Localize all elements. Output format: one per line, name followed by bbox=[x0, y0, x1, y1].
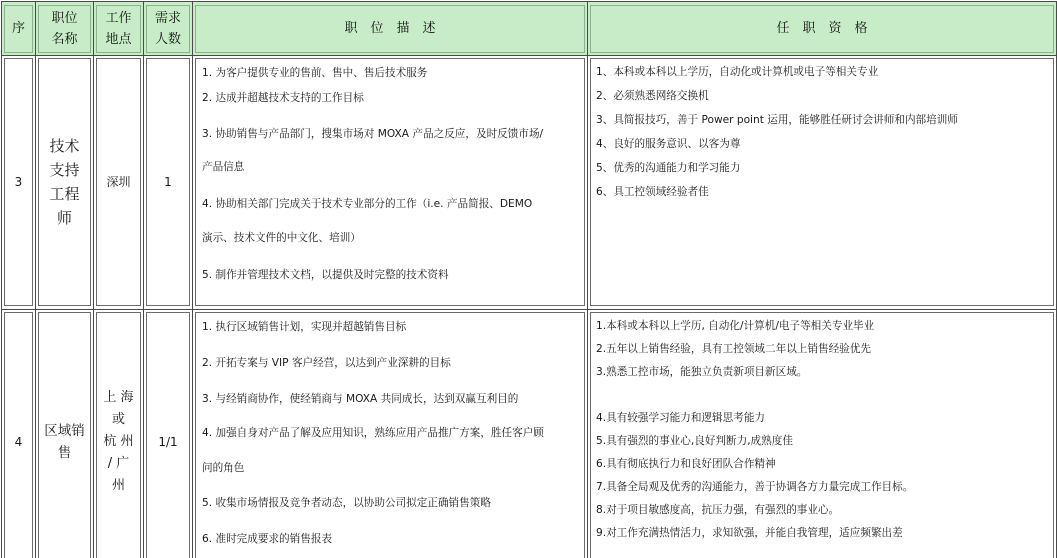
duty-item: 4. 协助相关部门完成关于技术专业部分的工作（i.e. 产品简报、DEMO bbox=[202, 198, 533, 210]
row-seq-cell bbox=[2, 310, 36, 558]
row-count: 1 bbox=[164, 175, 172, 189]
duty-item: 3. 与经销商协作，使经销商与 MOXA 共同成长，达到双赢互利目的 bbox=[202, 393, 519, 405]
qualification-item: 6.具有彻底执行力和良好团队合作精神 bbox=[596, 458, 776, 470]
row-count-cell bbox=[144, 56, 193, 310]
qualification-item: 3.熟悉工控市场，能独立负责新项目新区域。 bbox=[596, 366, 808, 378]
row-title-line: 技术 bbox=[49, 137, 80, 155]
duty-item: 6. 准时完成要求的销售报表 bbox=[202, 533, 333, 545]
header-requirements bbox=[588, 2, 1057, 56]
row-title-line: 支持 bbox=[49, 161, 80, 179]
duty-item: 5. 收集市场情报及竞争者动态，以协助公司拟定正确销售策略 bbox=[202, 497, 491, 509]
qualification-item bbox=[596, 387, 1048, 410]
duty-item: 4. 加强自身对产品了解及应用知识，熟练应用产品推广方案，胜任客户顾 bbox=[202, 427, 544, 439]
duty-item: 演示、技术文件的中文化、培训） bbox=[202, 232, 361, 244]
row-title-line: 售 bbox=[57, 445, 72, 461]
header-position-name bbox=[36, 2, 94, 56]
job-row-regional-sales bbox=[2, 310, 1057, 558]
duty-item: 5. 制作并管理技术文档，以提供及时完整的技术资料 bbox=[202, 269, 449, 281]
row-location-line: 或 bbox=[111, 412, 125, 427]
header-location bbox=[94, 2, 144, 56]
qualifications-list bbox=[591, 313, 1053, 545]
row-location bbox=[103, 387, 133, 497]
duty-item: 3. 协助销售与产品部门，搜集市场对 MOXA 产品之反应，及时反馈市场/ bbox=[202, 128, 544, 140]
duty-item: 产品信息 bbox=[202, 161, 245, 173]
header-headcount bbox=[144, 2, 193, 56]
header-seq bbox=[2, 2, 36, 56]
qualification-item: 5、优秀的沟通能力和学习能力 bbox=[596, 162, 741, 174]
row-title-line: 工程 bbox=[49, 185, 80, 203]
header-seq-label: 序 bbox=[11, 21, 25, 36]
row-title-line: 师 bbox=[56, 209, 72, 227]
header-position-name-line: 职位 bbox=[51, 10, 78, 26]
duty-item: 问的角色 bbox=[202, 462, 245, 474]
row-location-line: 州 bbox=[111, 478, 125, 493]
qualification-item: 1.本科或本科以上学历, 自动化/计算机/电子等相关专业毕业 bbox=[596, 320, 875, 332]
row-location-line: 上 海 bbox=[103, 390, 134, 405]
qualification-item: 8.对于项目敏感度高，抗压力强，有强烈的事业心。 bbox=[596, 504, 840, 516]
row-duties-cell bbox=[193, 56, 588, 310]
row-title-cell bbox=[36, 310, 94, 558]
row-seq: 4 bbox=[14, 435, 23, 449]
qualification-item: 2、必须熟悉网络交换机 bbox=[596, 90, 709, 102]
header-position-name-line: 名称 bbox=[51, 31, 78, 47]
qualification-item: 6、具工控领域经验者佳 bbox=[596, 186, 709, 198]
header-row bbox=[2, 2, 1057, 56]
row-location-line: / 广 bbox=[107, 456, 130, 471]
job-row-tech-support bbox=[2, 56, 1057, 310]
header-headcount-line: 人数 bbox=[154, 31, 181, 47]
duty-item: 2. 达成并超越技术支持的工作目标 bbox=[202, 92, 364, 104]
qualification-item: 4.具有较强学习能力和逻辑思考能力 bbox=[596, 412, 766, 424]
row-title-line: 区域销 bbox=[44, 423, 85, 439]
qualification-item: 2.五年以上销售经验，具有工控领域二年以上销售经验优先 bbox=[596, 343, 871, 355]
duty-item: 2. 开拓专案与 VIP 客户经营，以达到产业深耕的目标 bbox=[202, 357, 451, 369]
row-duties-cell bbox=[193, 310, 588, 558]
job-table bbox=[1, 1, 1057, 558]
header-headcount-line: 需求 bbox=[154, 10, 181, 26]
header-description-label: 职 位 描 述 bbox=[344, 21, 436, 36]
qualification-item: 7.具备全局观及优秀的沟通能力，善于协调各方力量完成工作目标。 bbox=[596, 481, 914, 493]
row-location: 深圳 bbox=[106, 175, 131, 189]
qualification-item: 5.具有强烈的事业心,良好判断力,成熟度佳 bbox=[596, 435, 793, 447]
row-count: 1/1 bbox=[158, 435, 178, 449]
row-seq-cell bbox=[2, 56, 36, 310]
row-seq: 3 bbox=[14, 175, 23, 189]
row-qualifications-cell bbox=[588, 56, 1057, 310]
header-location-line: 地点 bbox=[105, 31, 132, 47]
qualification-item: 3、具简报技巧，善于 Power point 运用，能够胜任研讨会讲师和内部培训师 bbox=[596, 114, 958, 126]
header-requirements-label: 任 职 资 格 bbox=[776, 21, 868, 36]
row-location-cell bbox=[94, 310, 144, 558]
qualification-item: 4、良好的服务意识、以客为尊 bbox=[596, 138, 741, 150]
duties-list bbox=[196, 313, 584, 551]
row-qualifications-cell bbox=[588, 310, 1057, 558]
duty-item: 1. 为客户提供专业的售前、售中、售后技术服务 bbox=[202, 67, 428, 79]
qualifications-list bbox=[591, 59, 1053, 208]
qualification-item: 9.对工作充满热情活力，求知欲强，并能自我管理，适应频繁出差 bbox=[596, 527, 903, 539]
duty-item: 1. 执行区域销售计划，实现并超越销售目标 bbox=[202, 321, 407, 333]
row-title bbox=[44, 420, 85, 464]
row-count-cell bbox=[144, 310, 193, 558]
row-location-line: 杭 州 bbox=[103, 434, 134, 449]
header-description bbox=[193, 2, 588, 56]
duties-list bbox=[196, 59, 584, 287]
qualification-item: 1、本科或本科以上学历，自动化或计算机或电子等相关专业 bbox=[596, 66, 879, 78]
row-location-cell bbox=[94, 56, 144, 310]
row-title bbox=[49, 134, 79, 230]
header-location-line: 工作 bbox=[105, 10, 132, 26]
row-title-cell bbox=[36, 56, 94, 310]
